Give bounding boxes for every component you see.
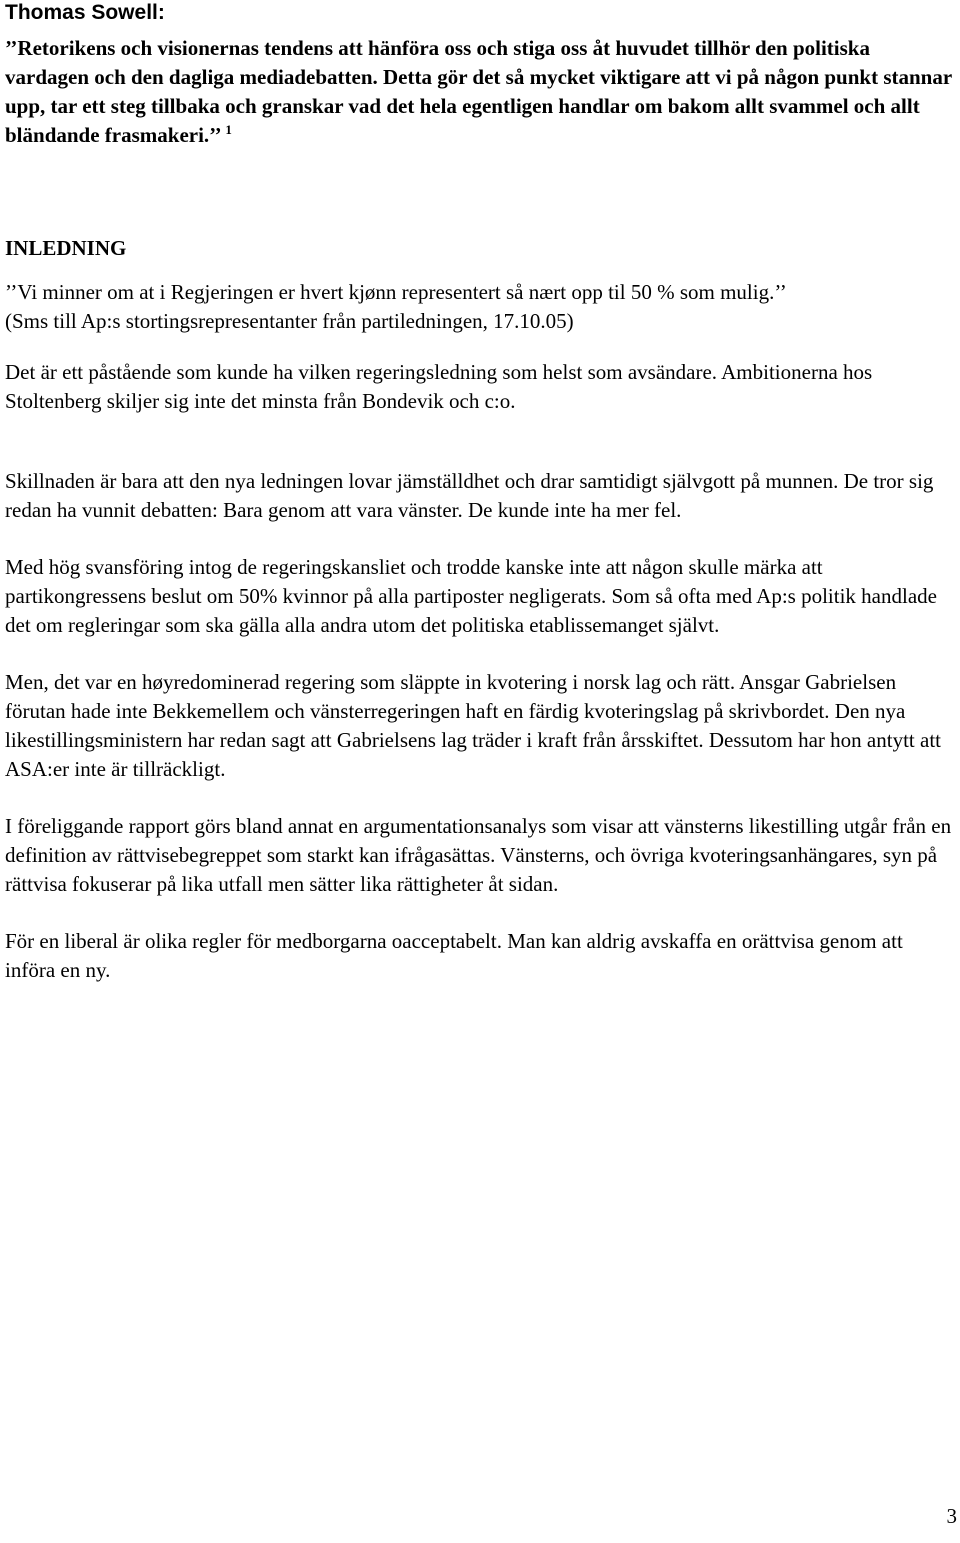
footnote-reference[interactable]: 1: [225, 122, 232, 137]
author-heading: Thomas Sowell:: [5, 1, 165, 24]
section-heading: INLEDNING: [5, 236, 127, 260]
epigraph-quote: [5, 34, 955, 150]
body-paragraph: I föreliggande rapport görs bland annat en argumentationsanalys som visar att vänsterns likestilling utgår från en definition av rättvisebegreppet som starkt kan ifrågasättas. Vänsterns, och övriga kvoteringsanhängares, syn på rättvisa fokuserar på lika utfall men sätter lika rättigheter åt sidan.: [5, 814, 952, 896]
sms-quote-text: ’’Vi minner om at i Regjeringen er hvert kjønn representert så nært opp til 50 % som mulig.’’: [5, 280, 787, 304]
sms-quote-source: (Sms till Ap:s stortingsrepresentanter från partiledningen, 17.10.05): [5, 309, 574, 333]
body-paragraph: Skillnaden är bara att den nya ledningen lovar jämställdhet och drar samtidigt självgott på munnen. De tror sig redan ha vunnit debatten: Bara genom att vara vänster. De kunde inte ha mer fel.: [5, 469, 934, 522]
epigraph-text: ’’Retorikens och visionernas tendens att hänföra oss och stiga oss åt huvudet tillhör den politiska vardagen och den dagliga mediadebatten. Detta gör det så mycket viktigare att vi på någon punkt stannar upp, tar ett steg tillbaka och granskar vad det hela egentligen handlar om bakom allt svammel och allt bländande frasmakeri.’’: [5, 36, 952, 147]
body-paragraph: Men, det var en høyredominerad regering som släppte in kvotering i norsk lag och rätt. Ansgar Gabrielsen förutan hade inte Bekkemellem och vänsterregeringen haft en färdig kvoteringslag på skrivbordet. Den nya likestillingsministern har redan sagt att Gabrielsens lag träder i kraft från årsskiftet. Dessutom har hon antytt att ASA:er inte är tillräckligt.: [5, 670, 941, 781]
sms-quote: [5, 278, 955, 336]
body-paragraph: För en liberal är olika regler för medborgarna oacceptabelt. Man kan aldrig avskaffa en orättvisa genom att införa en ny.: [5, 929, 903, 982]
page-number: 3: [946, 1504, 957, 1528]
body-paragraph: Med hög svansföring intog de regeringskansliet och trodde kanske inte att någon skulle märka att partikongressens beslut om 50% kvinnor på alla partiposter negligerats. Som så ofta med Ap:s politik handlade det om regleringar som ska gälla alla andra utom det politiska etablissemanget självt.: [5, 555, 937, 637]
body-paragraph: Det är ett påstående som kunde ha vilken regeringsledning som helst som avsändare. Ambitionerna hos Stoltenberg skiljer sig inte det minsta från Bondevik och c:o.: [5, 360, 873, 413]
document-page: [5, 0, 955, 985]
